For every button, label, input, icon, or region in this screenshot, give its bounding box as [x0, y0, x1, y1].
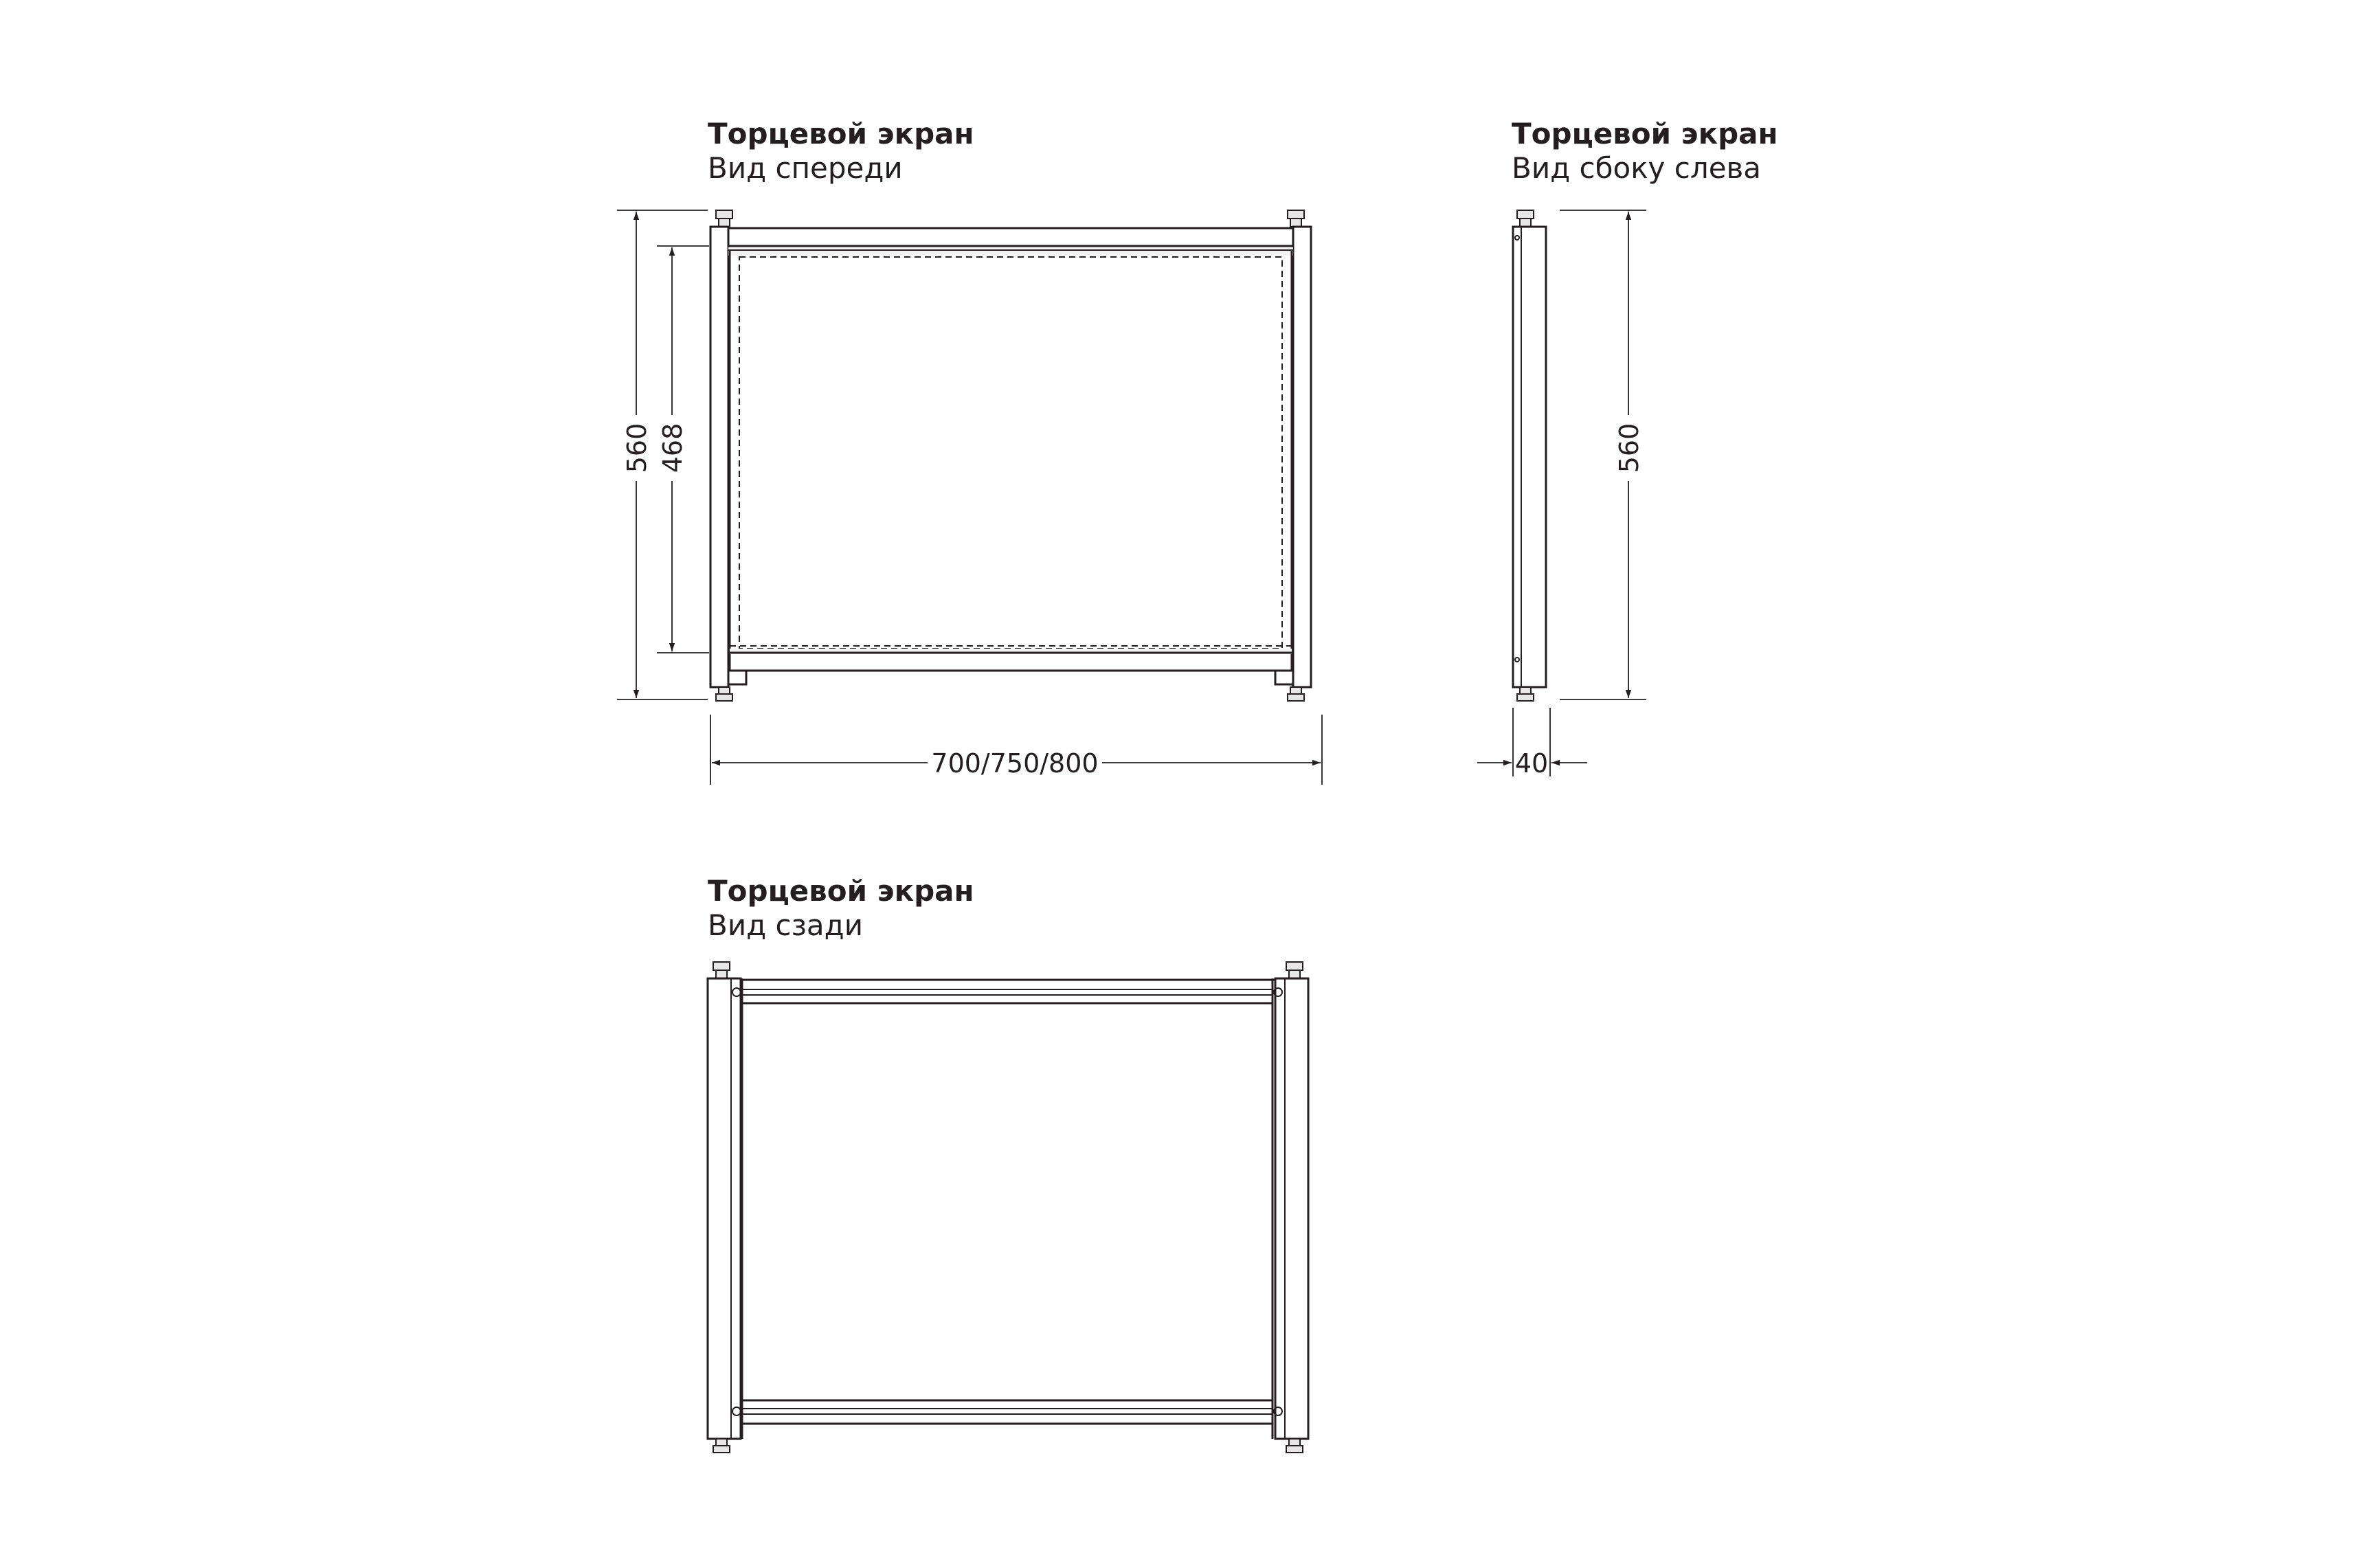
side-view-title: Торцевой экран	[1512, 117, 1778, 150]
front-panel	[730, 250, 1292, 671]
back-view	[708, 962, 1308, 1453]
front-view-title: Торцевой экран	[708, 117, 974, 150]
dimension-front-width	[710, 715, 1322, 785]
side-post	[1513, 227, 1546, 687]
dimension-label-560-side: 560	[1614, 423, 1644, 473]
back-view-subtitle: Вид сзади	[708, 908, 863, 942]
front-view	[617, 210, 1322, 785]
leveler-foot-side-top	[1517, 210, 1534, 227]
dimension-label-468: 468	[658, 423, 688, 473]
side-view-subtitle: Вид сбоку слева	[1512, 151, 1762, 185]
dimension-front-height-inner	[657, 246, 709, 653]
leveler-foot-back-top-left	[713, 962, 730, 978]
back-bottom-rail	[732, 1400, 1282, 1424]
back-view-title: Торцевой экран	[708, 874, 974, 908]
dimension-side-height	[1560, 210, 1646, 699]
leveler-foot-back-top-right	[1286, 962, 1303, 978]
back-right-post	[1275, 978, 1308, 1439]
leveler-foot-back-bottom-right	[1286, 1439, 1303, 1453]
back-top-rail	[732, 980, 1282, 1003]
top-rail	[728, 228, 1293, 256]
leveler-foot-bottom-left	[716, 687, 732, 701]
front-view-subtitle: Вид спереди	[708, 151, 903, 185]
dimension-label-560-front: 560	[622, 423, 652, 473]
left-post	[710, 227, 728, 687]
back-left-post	[708, 978, 741, 1439]
dimension-label-40: 40	[1514, 748, 1549, 779]
leveler-foot-back-bottom-left	[713, 1439, 730, 1453]
leveler-foot-side-bottom	[1517, 687, 1534, 701]
bottom-rail	[728, 646, 1293, 684]
dimension-label-width: 700/750/800	[931, 748, 1099, 779]
leveler-foot-top-right	[1288, 210, 1304, 227]
leveler-foot-bottom-right	[1288, 687, 1304, 701]
leveler-foot-top-left	[716, 210, 732, 227]
right-post	[1293, 227, 1311, 687]
side-view	[1477, 210, 1646, 779]
dimension-side-depth	[1477, 708, 1587, 779]
